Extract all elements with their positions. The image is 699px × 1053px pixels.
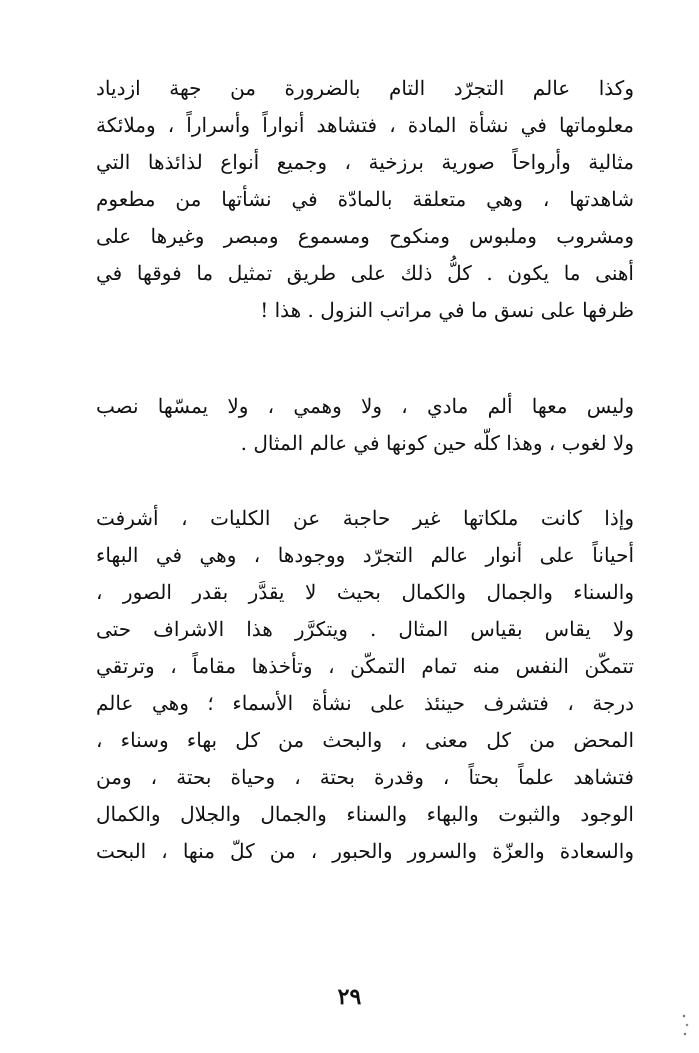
text-line: درجة ، فتشرف حينئذ على نشأة الأسماء ؛ وهي عالم <box>96 691 634 715</box>
paragraph-1 <box>96 70 634 329</box>
text-line: شاهدتها ، وهي متعلقة بالمادّة في نشأتها من مطعوم <box>96 187 634 211</box>
text-line: وليس معها ألم مادي ، ولا وهمي ، ولا يمسّها نصب <box>96 394 634 418</box>
text-line: والسناء والجمال والكمال بحيث لا يقدَّر بقدر الصور ، <box>96 580 634 604</box>
paragraph-2 <box>96 388 634 462</box>
text-line: ومشروب وملبوس ومنكوح ومسموع ومبصر وغيرها على <box>96 224 634 248</box>
text-line: والسعادة والعزّة والسرور والحبور ، من كلّ منها ، البحت <box>96 839 634 863</box>
text-line: المحض من كل معنى ، والبحث من كل بهاء وسناء ، <box>96 728 634 752</box>
page-number: ٢٩ <box>337 984 362 1010</box>
text-line: أهنى ما يكون . كلُّ ذلك على طريق تمثيل ما فوقها في <box>96 261 634 285</box>
text-line: وإذا كانت ملكاتها غير حاجبة عن الكليات ، أشرفت <box>96 506 634 530</box>
text-line: الوجود والثبوت والبهاء والسناء والجمال والجلال والكمال <box>96 802 634 826</box>
text-line: ظرفها على نسق ما في مراتب النزول . هذا ! <box>260 298 634 322</box>
text-line: مثالية وأرواحاً صورية برزخية ، وجميع أنواع لذائذها التي <box>96 150 634 174</box>
text-line: وكذا عالم التجرّد التام بالضرورة من جهة ازدياد <box>96 76 634 100</box>
text-line: أحياناً على أنوار عالم التجرّد ووجودها ، وهي في البهاء <box>96 543 634 567</box>
text-line: ولا يقاس بقياس المثال . ويتكرَّر هذا الاشراف حتى <box>96 617 634 641</box>
scan-speck-mark <box>681 1010 691 1040</box>
text-line: تتمكّن النفس منه تمام التمكّن ، وتأخذها مقاماً ، وترتقي <box>96 654 634 678</box>
text-line: فتشاهد علماً بحتاً ، وقدرة بحتة ، وحياة بحتة ، ومن <box>96 765 634 789</box>
text-line: ولا لغوب ، وهذا كلّه حين كونها في عالم المثال . <box>240 431 634 455</box>
text-line: معلوماتها في نشأة المادة ، فتشاهد أنواراً وأسراراً ، وملائكة <box>96 113 634 137</box>
paragraph-3 <box>96 500 634 870</box>
